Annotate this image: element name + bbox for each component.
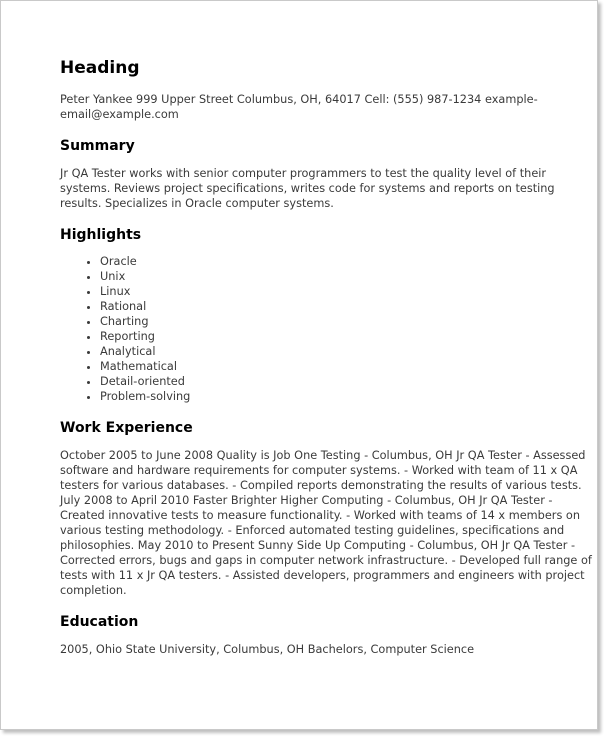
- list-item: • Problem-solving: [100, 389, 593, 404]
- summary-heading: Summary: [60, 138, 135, 154]
- list-item: • Reporting: [100, 329, 593, 344]
- contact-info: Peter Yankee 999 Upper Street Columbus, OH, 64017 Cell: (555) 987-1234 example-email@example.com: [60, 93, 538, 121]
- work-experience-text: October 2005 to June 2008 Quality is Job One Testing - Columbus, OH Jr QA Tester - Assessed software and hardware requirements for computer systems. - Worked with team of 11 x QA testers for various databases. - Compiled reports demonstrating the results of various tests. July 2008 to April 2010 Faster Brighter Higher Computing - Columbus, OH Jr QA Tester - Created innovative tests to measure functionality. - Worked with teams of 14 x members on various testing methodology. - Enforced automated testing guidelines, specifications and philosophies. May 2010 to Present Sunny Side Up Computing - Columbus, OH Jr QA Tester - Corrected errors, bugs and gaps in computer network infrastructure. - Developed full range of tests with 11 x Jr QA testers. - Assisted developers, programmers and engineers with project completion.: [60, 449, 592, 597]
- list-item: • Rational: [100, 299, 593, 314]
- page-heading: Heading: [60, 58, 140, 78]
- highlights-list: [60, 254, 593, 404]
- list-item: • Analytical: [100, 344, 593, 359]
- work-experience-heading: Work Experience: [60, 420, 193, 436]
- education-text: 2005, Ohio State University, Columbus, OH Bachelors, Computer Science: [60, 643, 475, 656]
- list-item: • Unix: [100, 269, 593, 284]
- summary-text: Jr QA Tester works with senior computer programmers to test the quality level of their systems. Reviews project specifications, writes code for systems and reports on testing results. Specializes in Oracle computer systems.: [60, 167, 555, 210]
- list-item: • Detail-oriented: [100, 374, 593, 389]
- list-item: • Charting: [100, 314, 593, 329]
- list-item: • Linux: [100, 284, 593, 299]
- highlights-heading: Highlights: [60, 227, 142, 243]
- list-item: • Mathematical: [100, 359, 593, 374]
- resume-content: [60, 57, 593, 657]
- list-item: • Oracle: [100, 254, 593, 269]
- education-heading: Education: [60, 614, 139, 630]
